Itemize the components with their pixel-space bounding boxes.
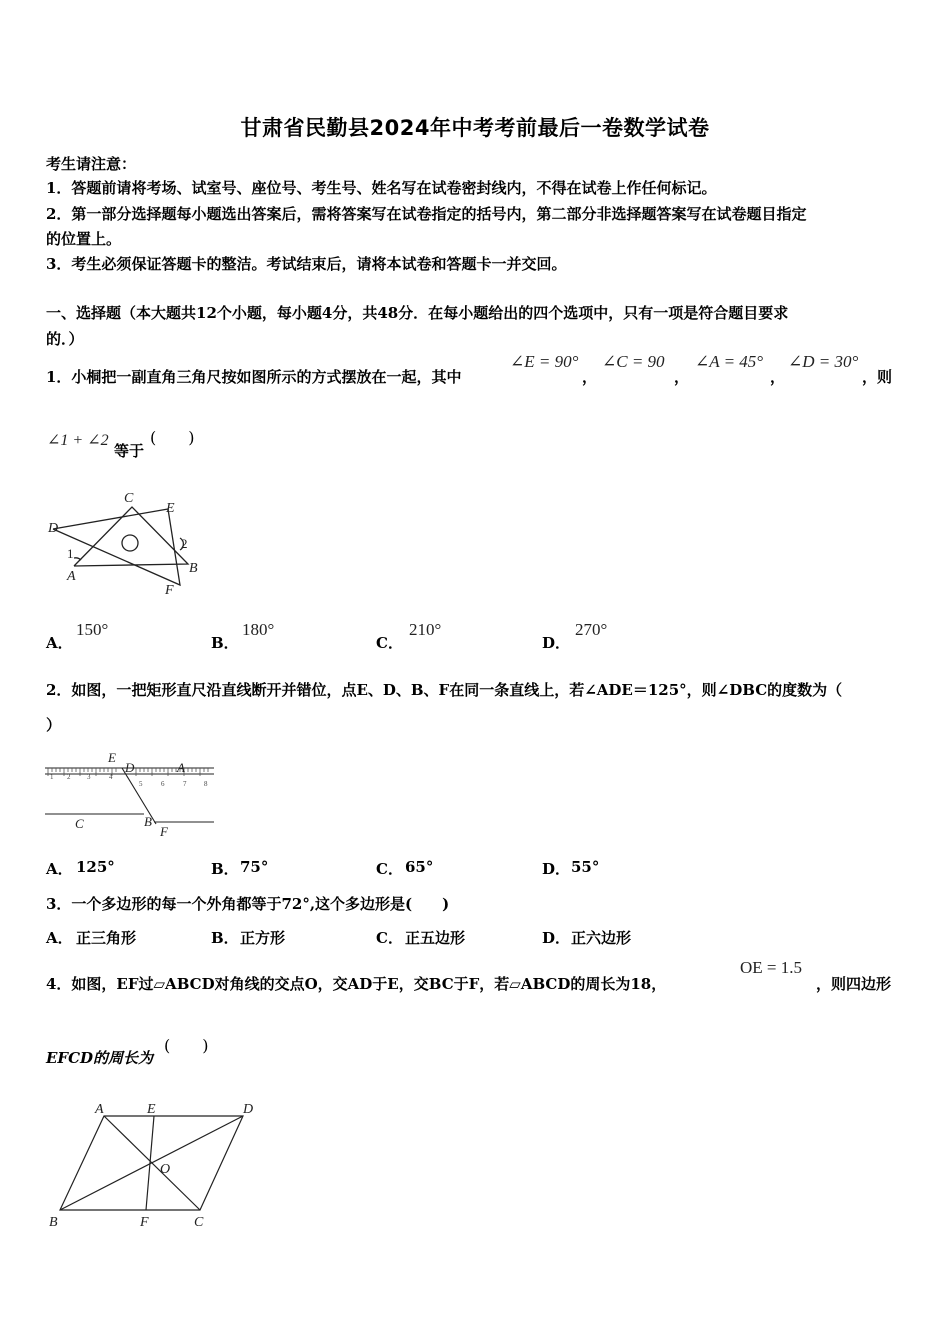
page-title: 甘肃省民勤县2024年中考考前最后一卷数学试卷: [240, 116, 710, 140]
notice-item: 3．考生必须保证答题卡的整洁。考试结束后，请将本试卷和答题卡一并交回。: [46, 255, 567, 273]
q2-option-d-label: D．: [542, 860, 571, 878]
q1-expr: ∠1 + ∠2: [47, 432, 109, 449]
q1-cond-c: ∠C = 90: [602, 352, 665, 371]
q2-option-d-value: 55°: [571, 858, 600, 876]
q1-cond-e: ∠E = 90°: [510, 352, 579, 371]
tick-8: 8: [204, 780, 208, 788]
q1-sep: ，: [674, 368, 690, 386]
q2-option-b-label: B．: [211, 860, 239, 878]
q2-option-a-value: 125°: [76, 858, 115, 876]
q1-cond-d: ∠D = 30°: [788, 352, 859, 371]
q1-option-d-label: D．: [542, 634, 571, 652]
q1-cond-a: ∠A = 45°: [695, 352, 764, 371]
label-d: D: [243, 1102, 254, 1117]
q1-text: 1．小桐把一副直角三角尺按如图所示的方式摆放在一起，其中: [46, 368, 462, 386]
notice-heading: 考生请注意：: [46, 155, 137, 173]
tick-1: 1: [50, 773, 54, 781]
tick-5: 5: [139, 780, 143, 788]
label-a: A: [177, 760, 185, 775]
q4-text: 4．如图，EF过▱ABCD对角线的交点O，交AD于E，交BC于F，若▱ABCD的周长为18，: [46, 975, 667, 993]
notice-item: 的位置上。: [46, 230, 122, 248]
q1-option-c-value: 210°: [409, 620, 442, 639]
label-f: F: [160, 824, 168, 839]
label-d: D: [125, 760, 135, 775]
tick-6: 6: [161, 780, 165, 788]
label-b: B: [49, 1215, 58, 1230]
q2-option-a-label: A．: [46, 860, 73, 878]
diagonal-bd: [60, 1116, 243, 1210]
label-2: 2: [181, 536, 188, 551]
q1-ask: 等于: [114, 442, 145, 460]
label-b: B: [144, 814, 152, 829]
q1-tail: ，则: [862, 368, 893, 386]
label-f: F: [140, 1215, 149, 1230]
label-b: B: [189, 561, 198, 576]
angle-1-arc: [74, 558, 81, 560]
q4-text-cont: EFCD的周长为: [46, 1049, 154, 1067]
tick-3: 3: [87, 773, 91, 781]
label-f: F: [165, 583, 174, 598]
q2-text: 2．如图，一把矩形直尺沿直线断开并错位，点E、D、B、F在同一条直线上，若∠ADE＝125°，则∠DBC的度数为（: [46, 681, 843, 699]
q2-option-b-value: 75°: [240, 858, 269, 876]
q4-tail: ，则四边形: [816, 975, 892, 993]
q3-option-a-value: 正三角形: [76, 929, 137, 947]
label-e: E: [147, 1102, 156, 1117]
section-heading: 一、选择题（本大题共12个小题，每小题4分，共48分．在每小题给出的四个选项中，只有一项是符合题目要求: [46, 304, 789, 322]
q1-sep: ，: [770, 368, 786, 386]
q1-option-a-label: A．: [46, 634, 73, 652]
section-heading-cont: 的．）: [46, 330, 84, 348]
q1-option-c-label: C．: [376, 634, 403, 652]
label-1: 1: [67, 546, 74, 561]
label-a: A: [95, 1102, 104, 1117]
q1-paren: ( ): [150, 428, 195, 447]
q3-text: 3．一个多边形的每一个外角都等于72°,这个多边形是( ): [46, 895, 450, 913]
q4-paren: ( ): [164, 1036, 209, 1055]
tick-7: 7: [183, 780, 187, 788]
q3-option-b-label: B．: [211, 929, 239, 947]
q3-option-d-value: 正六边形: [571, 929, 632, 947]
q1-option-a-value: 150°: [76, 620, 109, 639]
q1-option-b-label: B．: [211, 634, 239, 652]
q4-figure: [40, 1098, 270, 1234]
q3-option-c-label: C．: [376, 929, 403, 947]
tick-2: 2: [67, 773, 71, 781]
q3-option-a-label: A．: [46, 929, 73, 947]
q1-sep: ，: [582, 368, 598, 386]
q2-text-cont: ）: [46, 716, 62, 734]
q3-option-c-value: 正五边形: [405, 929, 466, 947]
q1-option-b-value: 180°: [242, 620, 275, 639]
q4-expr: OE = 1.5: [740, 958, 802, 977]
q2-figure: [40, 750, 220, 840]
angle-circle: [122, 535, 138, 551]
label-e: E: [108, 750, 116, 765]
label-d: D: [48, 521, 59, 536]
q3-option-b-value: 正方形: [240, 929, 286, 947]
q2-option-c-label: C．: [376, 860, 403, 878]
label-c: C: [75, 816, 84, 831]
notice-item: 2．第一部分选择题每小题选出答案后，需将答案写在试卷指定的括号内，第二部分非选择题答案写在试卷题目指定: [46, 205, 807, 223]
label-o: O: [160, 1162, 171, 1177]
q1-figure: [40, 486, 220, 601]
label-e: E: [166, 501, 175, 516]
q3-option-d-label: D．: [542, 929, 571, 947]
label-c: C: [124, 491, 134, 506]
q1-option-d-value: 270°: [575, 620, 608, 639]
tick-4: 4: [109, 773, 113, 781]
label-a: A: [67, 569, 76, 584]
label-c: C: [194, 1215, 204, 1230]
notice-item: 1．答题前请将考场、试室号、座位号、考生号、姓名写在试卷密封线内，不得在试卷上作任何标记。: [46, 179, 717, 197]
q2-option-c-value: 65°: [405, 858, 434, 876]
